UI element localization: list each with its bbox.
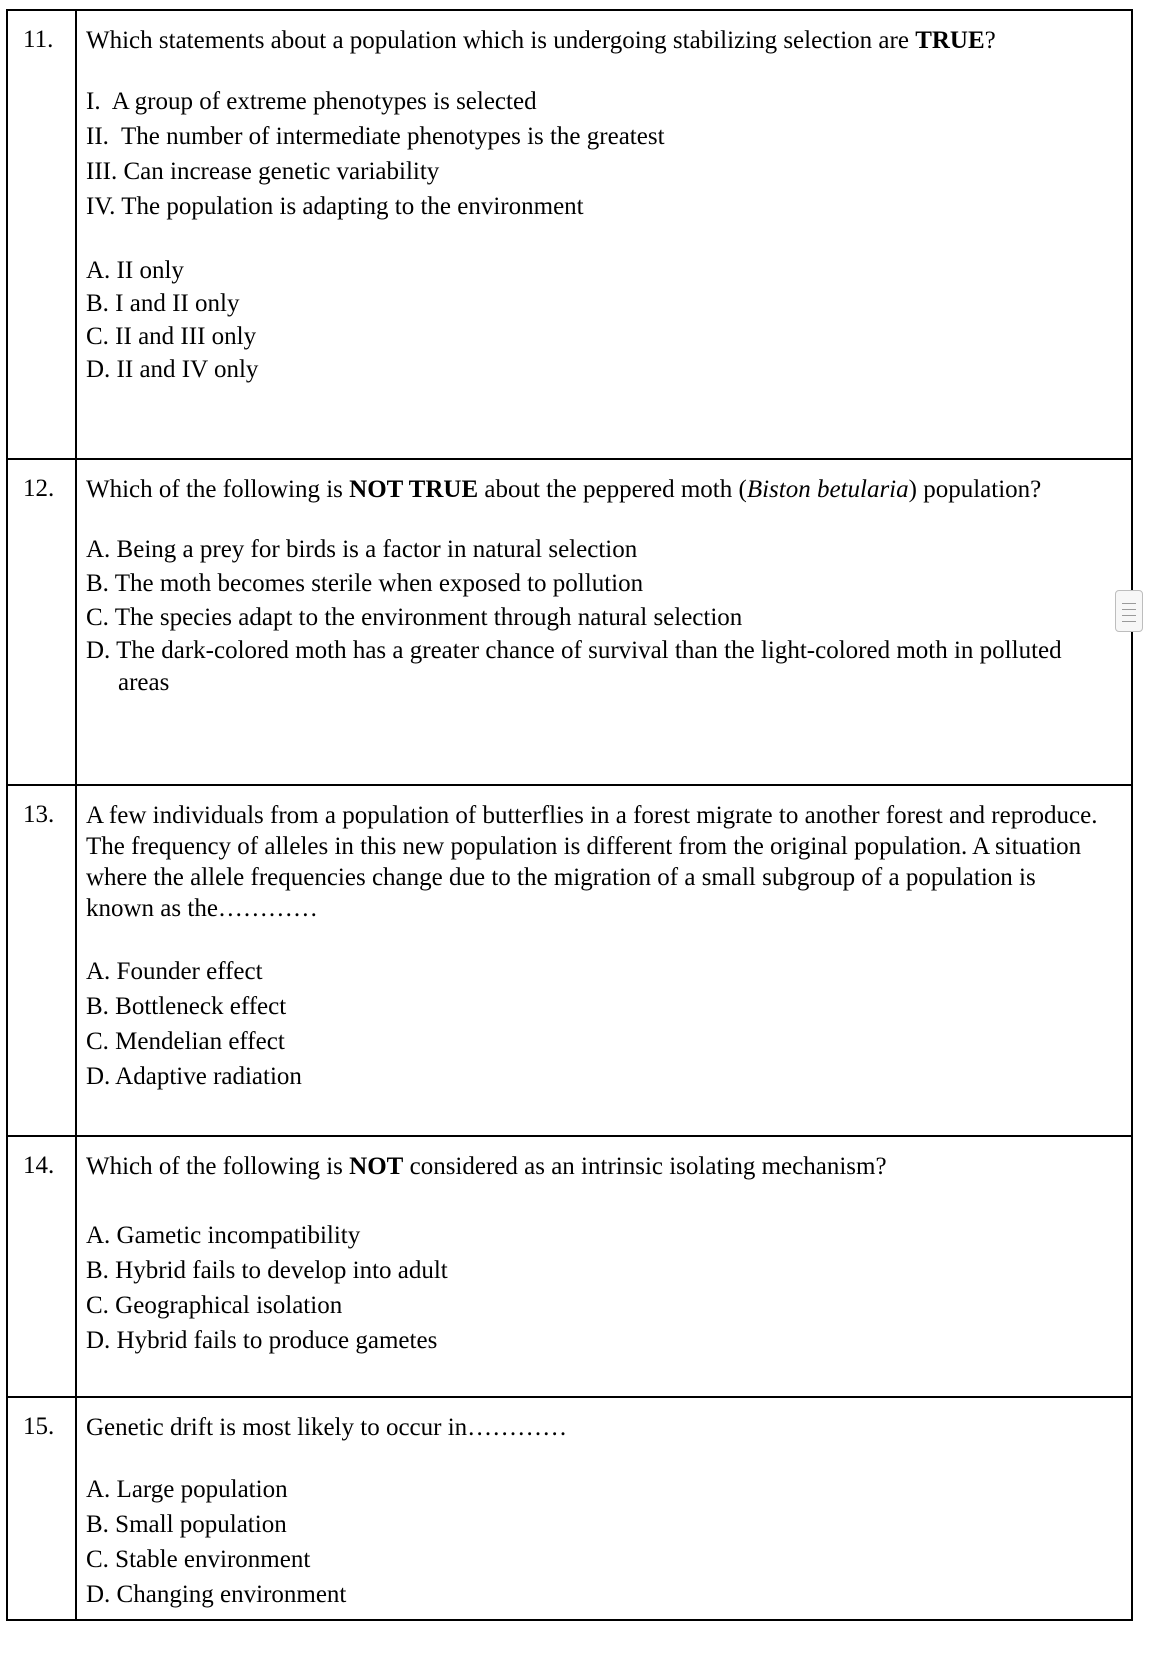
statement-item: III. Can increase genetic variability [86,158,440,185]
option-a[interactable]: A. Being a prey for birds is a factor in natural selection [86,536,638,563]
statement-item: II. The number of intermediate phenotypes is the greatest [86,123,665,150]
option-a[interactable]: A. II only [86,257,184,284]
question-number: 15. [23,1413,55,1440]
question-13 [6,784,1133,1135]
statement-item: IV. The population is adapting to the environment [86,193,584,220]
option-c[interactable]: C. Geographical isolation [86,1292,343,1319]
question-12 [6,458,1133,784]
question-number-cell [8,460,77,784]
option-d[interactable]: D. Changing environment [86,1581,347,1608]
option-d[interactable]: D. Adaptive radiation [86,1063,302,1090]
statement-list [86,84,1091,224]
question-number-cell [8,1137,77,1396]
option-c[interactable]: C. II and III only [86,323,257,350]
option-list [86,254,1091,386]
question-stem: Genetic drift is most likely to occur in………… [86,1414,568,1441]
question-stem: A few individuals from a population of butterflies in a forest migrate to another forest and reproduce. The frequency of alleles in this new population is different from the original population. A situation where the allele frequencies change due to the migration of a small subgroup of a population is known as the………… [86,802,1098,922]
option-b[interactable]: B. Hybrid fails to develop into adult [86,1257,448,1284]
option-a[interactable]: A. Gametic incompatibility [86,1222,361,1249]
question-number-cell [8,786,77,1135]
option-b[interactable]: B. Small population [86,1511,287,1538]
option-b[interactable]: B. I and II only [86,290,240,317]
question-14 [6,1135,1133,1396]
question-body [86,1412,1091,1612]
option-d[interactable]: D. Hybrid fails to produce gametes [86,1327,438,1354]
grip-line [1122,621,1136,622]
question-number: 11. [23,26,54,53]
option-b[interactable]: B. The moth becomes sterile when exposed to pollution [86,570,644,597]
scroll-grip-icon[interactable] [1115,590,1143,632]
option-list [86,1218,1091,1358]
question-stem: Which statements about a population which is undergoing stabilizing selection are TRUE? [86,27,996,54]
option-d[interactable]: D. The dark-colored moth has a greater chance of survival than the light-colored moth in polluted areas [86,637,1062,696]
question-stem: Which of the following is NOT considered as an intrinsic isolating mechanism? [86,1153,887,1180]
question-stem: Which of the following is NOT TRUE about the peppered moth (Biston betularia) population? [86,476,1042,503]
grip-line [1122,615,1136,616]
question-number: 14. [23,1152,55,1179]
question-body [86,800,1101,1094]
option-list [86,533,1091,699]
option-a[interactable]: A. Large population [86,1476,288,1503]
option-list [86,1472,1091,1612]
option-c[interactable]: C. Mendelian effect [86,1028,285,1055]
question-number-cell [8,1398,77,1619]
option-list [86,954,1101,1094]
question-number-cell [8,11,77,458]
question-body [86,474,1091,699]
option-b[interactable]: B. Bottleneck effect [86,993,287,1020]
grip-line [1122,603,1136,604]
question-body [86,1151,1091,1358]
question-number: 12. [23,475,55,502]
question-number: 13. [23,801,55,828]
question-body [86,25,1091,386]
question-11 [6,9,1133,458]
option-c[interactable]: C. Stable environment [86,1546,311,1573]
grip-line [1122,609,1136,610]
question-15 [6,1396,1133,1621]
option-d[interactable]: D. II and IV only [86,356,259,383]
option-a[interactable]: A. Founder effect [86,958,263,985]
statement-item: I. A group of extreme phenotypes is selected [86,88,537,115]
option-c[interactable]: C. The species adapt to the environment through natural selection [86,604,743,631]
